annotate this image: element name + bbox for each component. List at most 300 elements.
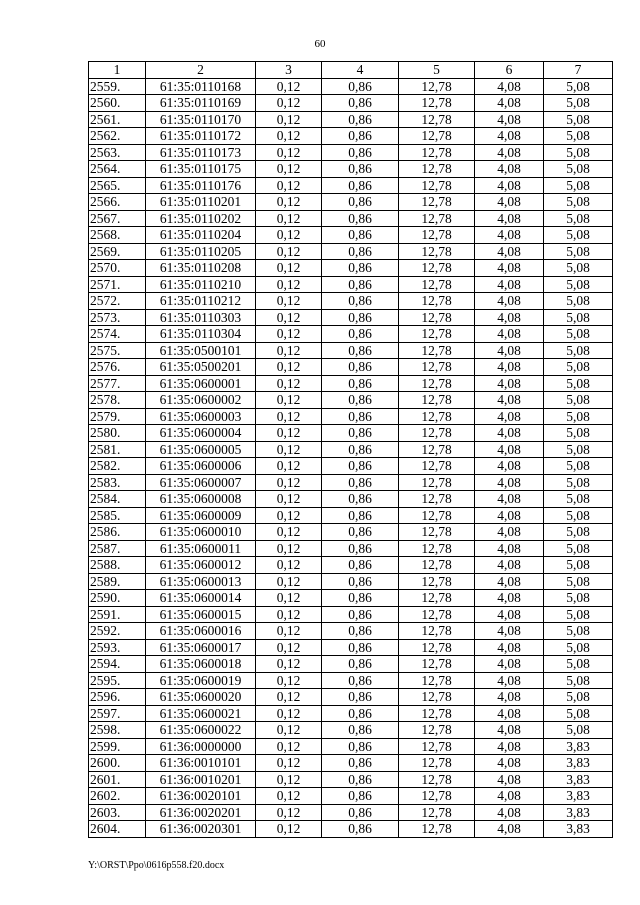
table-cell: 0,12 [256, 144, 322, 161]
table-cell: 12,78 [399, 144, 475, 161]
table-cell: 12,78 [399, 639, 475, 656]
data-table [88, 61, 613, 838]
table-cell: 12,78 [399, 458, 475, 475]
table-cell: 5,08 [544, 623, 613, 640]
table-cell: 0,86 [322, 194, 399, 211]
table-cell: 4,08 [475, 738, 544, 755]
table-cell: 12,78 [399, 441, 475, 458]
table-cell: 5,08 [544, 408, 613, 425]
table-cell: 0,86 [322, 672, 399, 689]
table-row [89, 524, 613, 541]
table-cell: 12,78 [399, 590, 475, 607]
table-cell: 4,08 [475, 705, 544, 722]
table-cell: 2596. [89, 689, 146, 706]
table-cell: 5,08 [544, 590, 613, 607]
table-cell: 0,12 [256, 359, 322, 376]
table-row [89, 590, 613, 607]
table-cell: 61:35:0110168 [146, 78, 256, 95]
page-number: 60 [314, 38, 326, 50]
table-row [89, 623, 613, 640]
table-cell: 5,08 [544, 243, 613, 260]
table-row [89, 722, 613, 739]
table-cell: 0,12 [256, 161, 322, 178]
table-cell: 0,86 [322, 342, 399, 359]
table-cell: 2575. [89, 342, 146, 359]
table-cell: 4,08 [475, 788, 544, 805]
table-cell: 2585. [89, 507, 146, 524]
table-cell: 0,12 [256, 95, 322, 112]
table-cell: 4,08 [475, 95, 544, 112]
table-cell: 2600. [89, 755, 146, 772]
table-row [89, 573, 613, 590]
table-row [89, 111, 613, 128]
table-cell: 0,12 [256, 111, 322, 128]
table-row [89, 491, 613, 508]
table-cell: 0,86 [322, 111, 399, 128]
table-cell: 12,78 [399, 78, 475, 95]
table-cell: 0,12 [256, 821, 322, 838]
table-cell: 5,08 [544, 260, 613, 277]
table-cell: 2584. [89, 491, 146, 508]
table-row [89, 128, 613, 145]
table-cell: 0,12 [256, 656, 322, 673]
table-cell: 61:35:0110170 [146, 111, 256, 128]
table-cell: 0,12 [256, 293, 322, 310]
table-cell: 2589. [89, 573, 146, 590]
table-cell: 12,78 [399, 606, 475, 623]
table-cell: 5,08 [544, 557, 613, 574]
table-cell: 61:35:0110304 [146, 326, 256, 343]
table-cell: 0,12 [256, 425, 322, 442]
table-cell: 61:35:0600004 [146, 425, 256, 442]
table-cell: 0,86 [322, 491, 399, 508]
table-cell: 0,86 [322, 144, 399, 161]
table-cell: 2603. [89, 804, 146, 821]
table-cell: 61:35:0110172 [146, 128, 256, 145]
column-header: 3 [256, 62, 322, 79]
table-cell: 0,86 [322, 243, 399, 260]
table-cell: 5,08 [544, 95, 613, 112]
table-cell: 61:35:0600006 [146, 458, 256, 475]
table-cell: 2565. [89, 177, 146, 194]
table-cell: 0,12 [256, 210, 322, 227]
table-cell: 61:36:0020301 [146, 821, 256, 838]
table-cell: 2594. [89, 656, 146, 673]
table-cell: 12,78 [399, 227, 475, 244]
table-cell: 12,78 [399, 689, 475, 706]
table-cell: 2577. [89, 375, 146, 392]
table-cell: 12,78 [399, 425, 475, 442]
table-cell: 0,12 [256, 639, 322, 656]
table-cell: 4,08 [475, 458, 544, 475]
table-cell: 12,78 [399, 656, 475, 673]
table-cell: 0,12 [256, 309, 322, 326]
table-cell: 4,08 [475, 260, 544, 277]
table-row [89, 639, 613, 656]
table-cell: 5,08 [544, 326, 613, 343]
table-cell: 3,83 [544, 788, 613, 805]
table-cell: 12,78 [399, 375, 475, 392]
table-cell: 2562. [89, 128, 146, 145]
table-cell: 5,08 [544, 177, 613, 194]
table-cell: 3,83 [544, 755, 613, 772]
table-cell: 0,86 [322, 95, 399, 112]
table-cell: 2576. [89, 359, 146, 376]
table-cell: 4,08 [475, 276, 544, 293]
table-cell: 61:35:0600015 [146, 606, 256, 623]
table-cell: 61:35:0600001 [146, 375, 256, 392]
table-cell: 5,08 [544, 194, 613, 211]
table-cell: 0,86 [322, 606, 399, 623]
table-cell: 12,78 [399, 392, 475, 409]
table-cell: 0,86 [322, 128, 399, 145]
table-cell: 0,86 [322, 260, 399, 277]
table-cell: 61:35:0110202 [146, 210, 256, 227]
table-cell: 0,86 [322, 276, 399, 293]
table-cell: 12,78 [399, 326, 475, 343]
table-cell: 0,12 [256, 474, 322, 491]
table-row [89, 557, 613, 574]
table-cell: 2597. [89, 705, 146, 722]
table-row [89, 243, 613, 260]
table-cell: 0,86 [322, 755, 399, 772]
table-cell: 61:35:0600005 [146, 441, 256, 458]
table-cell: 2583. [89, 474, 146, 491]
table-cell: 2599. [89, 738, 146, 755]
table-cell: 3,83 [544, 804, 613, 821]
table-row [89, 309, 613, 326]
table-cell: 4,08 [475, 210, 544, 227]
table-cell: 61:35:0110173 [146, 144, 256, 161]
table-cell: 4,08 [475, 326, 544, 343]
table-cell: 5,08 [544, 144, 613, 161]
table-row [89, 194, 613, 211]
table-cell: 4,08 [475, 755, 544, 772]
table-cell: 12,78 [399, 804, 475, 821]
table-cell: 5,08 [544, 441, 613, 458]
table-cell: 0,12 [256, 408, 322, 425]
table-cell: 61:35:0600003 [146, 408, 256, 425]
table-cell: 0,86 [322, 177, 399, 194]
table-cell: 4,08 [475, 375, 544, 392]
table-cell: 5,08 [544, 656, 613, 673]
table-cell: 0,86 [322, 738, 399, 755]
table-cell: 0,86 [322, 573, 399, 590]
table-cell: 0,86 [322, 375, 399, 392]
table-cell: 61:35:0110210 [146, 276, 256, 293]
table-row [89, 474, 613, 491]
table-row [89, 755, 613, 772]
table-cell: 61:35:0110205 [146, 243, 256, 260]
table-cell: 0,12 [256, 177, 322, 194]
footer-file-path: Y:\ORST\Ppo\0616p558.f20.docx [88, 860, 225, 871]
table-cell: 12,78 [399, 128, 475, 145]
table-cell: 2592. [89, 623, 146, 640]
table-cell: 12,78 [399, 821, 475, 838]
table-cell: 0,12 [256, 78, 322, 95]
table-cell: 4,08 [475, 507, 544, 524]
table-cell: 2572. [89, 293, 146, 310]
table-cell: 5,08 [544, 359, 613, 376]
table-cell: 12,78 [399, 342, 475, 359]
table-cell: 0,12 [256, 705, 322, 722]
table-cell: 2574. [89, 326, 146, 343]
table-cell: 61:35:0600008 [146, 491, 256, 508]
table-cell: 0,12 [256, 375, 322, 392]
table-cell: 0,86 [322, 293, 399, 310]
table-cell: 12,78 [399, 359, 475, 376]
table-cell: 0,86 [322, 524, 399, 541]
table-row [89, 738, 613, 755]
table-cell: 2601. [89, 771, 146, 788]
table-row [89, 276, 613, 293]
table-cell: 0,86 [322, 227, 399, 244]
table-cell: 12,78 [399, 95, 475, 112]
table-cell: 5,08 [544, 78, 613, 95]
table-cell: 4,08 [475, 491, 544, 508]
table-cell: 0,86 [322, 656, 399, 673]
table-row [89, 392, 613, 409]
table-cell: 4,08 [475, 573, 544, 590]
table-cell: 61:35:0600020 [146, 689, 256, 706]
table-cell: 4,08 [475, 342, 544, 359]
table-cell: 5,08 [544, 722, 613, 739]
table-cell: 61:35:0110212 [146, 293, 256, 310]
table-cell: 5,08 [544, 342, 613, 359]
table-cell: 4,08 [475, 557, 544, 574]
table-cell: 4,08 [475, 78, 544, 95]
table-cell: 0,12 [256, 326, 322, 343]
table-cell: 0,12 [256, 491, 322, 508]
table-cell: 0,86 [322, 557, 399, 574]
table-cell: 0,86 [322, 78, 399, 95]
table-cell: 2568. [89, 227, 146, 244]
table-cell: 0,86 [322, 705, 399, 722]
table-cell: 2569. [89, 243, 146, 260]
table-cell: 0,86 [322, 458, 399, 475]
table-cell: 4,08 [475, 177, 544, 194]
table-cell: 61:35:0600017 [146, 639, 256, 656]
table-row [89, 771, 613, 788]
table-cell: 0,12 [256, 689, 322, 706]
table-cell: 5,08 [544, 309, 613, 326]
table-cell: 2588. [89, 557, 146, 574]
table-cell: 0,86 [322, 639, 399, 656]
table-row [89, 788, 613, 805]
table-cell: 0,12 [256, 606, 322, 623]
table-cell: 4,08 [475, 408, 544, 425]
table-cell: 4,08 [475, 590, 544, 607]
table-cell: 12,78 [399, 309, 475, 326]
table-cell: 4,08 [475, 111, 544, 128]
table-cell: 61:35:0600009 [146, 507, 256, 524]
table-cell: 2570. [89, 260, 146, 277]
table-cell: 2563. [89, 144, 146, 161]
table-cell: 0,12 [256, 755, 322, 772]
table-cell: 61:36:0000000 [146, 738, 256, 755]
table-cell: 3,83 [544, 821, 613, 838]
table-cell: 5,08 [544, 705, 613, 722]
table-row [89, 656, 613, 673]
table-cell: 2593. [89, 639, 146, 656]
table-cell: 5,08 [544, 425, 613, 442]
table-header-row [89, 62, 613, 79]
table-row [89, 227, 613, 244]
table-cell: 4,08 [475, 656, 544, 673]
table-cell: 61:35:0500201 [146, 359, 256, 376]
table-cell: 4,08 [475, 161, 544, 178]
table-cell: 61:35:0110169 [146, 95, 256, 112]
table-cell: 4,08 [475, 804, 544, 821]
table-row [89, 804, 613, 821]
table-cell: 0,12 [256, 458, 322, 475]
table-cell: 0,86 [322, 722, 399, 739]
table-cell: 2559. [89, 78, 146, 95]
table-cell: 0,12 [256, 573, 322, 590]
table-cell: 61:36:0010101 [146, 755, 256, 772]
table-row [89, 177, 613, 194]
table-cell: 61:35:0600011 [146, 540, 256, 557]
table-cell: 0,12 [256, 672, 322, 689]
table-cell: 0,12 [256, 260, 322, 277]
table-cell: 0,12 [256, 722, 322, 739]
table-cell: 4,08 [475, 722, 544, 739]
table-cell: 5,08 [544, 491, 613, 508]
table-cell: 5,08 [544, 672, 613, 689]
table-row [89, 161, 613, 178]
table-cell: 2566. [89, 194, 146, 211]
table-cell: 2581. [89, 441, 146, 458]
table-cell: 2571. [89, 276, 146, 293]
table-cell: 5,08 [544, 474, 613, 491]
table-cell: 2578. [89, 392, 146, 409]
table-cell: 2604. [89, 821, 146, 838]
table-cell: 4,08 [475, 144, 544, 161]
table-cell: 61:35:0600002 [146, 392, 256, 409]
table-cell: 61:35:0600013 [146, 573, 256, 590]
table-cell: 5,08 [544, 689, 613, 706]
table-cell: 2590. [89, 590, 146, 607]
table-cell: 0,12 [256, 623, 322, 640]
table-row [89, 507, 613, 524]
table-cell: 0,12 [256, 227, 322, 244]
table-cell: 2567. [89, 210, 146, 227]
column-header: 5 [399, 62, 475, 79]
table-cell: 0,12 [256, 524, 322, 541]
table-cell: 4,08 [475, 474, 544, 491]
table-cell: 0,86 [322, 474, 399, 491]
table-cell: 5,08 [544, 458, 613, 475]
table-cell: 0,86 [322, 804, 399, 821]
table-cell: 5,08 [544, 128, 613, 145]
table-cell: 2580. [89, 425, 146, 442]
table-row [89, 606, 613, 623]
table-cell: 12,78 [399, 540, 475, 557]
column-header: 4 [322, 62, 399, 79]
table-cell: 5,08 [544, 161, 613, 178]
table-cell: 0,86 [322, 689, 399, 706]
table-row [89, 210, 613, 227]
table-cell: 0,12 [256, 771, 322, 788]
table-cell: 4,08 [475, 425, 544, 442]
table-cell: 5,08 [544, 392, 613, 409]
table-row [89, 540, 613, 557]
table-cell: 0,12 [256, 788, 322, 805]
table-cell: 4,08 [475, 128, 544, 145]
table-cell: 4,08 [475, 689, 544, 706]
table-cell: 2587. [89, 540, 146, 557]
table-cell: 0,86 [322, 425, 399, 442]
table-cell: 0,86 [322, 590, 399, 607]
table-cell: 0,12 [256, 540, 322, 557]
table-cell: 0,86 [322, 540, 399, 557]
table-cell: 12,78 [399, 623, 475, 640]
table-cell: 61:36:0010201 [146, 771, 256, 788]
table-cell: 4,08 [475, 606, 544, 623]
table-row [89, 260, 613, 277]
table-body [89, 78, 613, 837]
table-cell: 12,78 [399, 408, 475, 425]
table-row [89, 458, 613, 475]
table-cell: 5,08 [544, 375, 613, 392]
table-row [89, 821, 613, 838]
table-cell: 61:35:0600007 [146, 474, 256, 491]
table-cell: 12,78 [399, 161, 475, 178]
table-cell: 5,08 [544, 293, 613, 310]
table-cell: 2586. [89, 524, 146, 541]
table-cell: 0,12 [256, 243, 322, 260]
table-cell: 4,08 [475, 243, 544, 260]
table-cell: 2573. [89, 309, 146, 326]
column-header: 7 [544, 62, 613, 79]
table-cell: 0,86 [322, 392, 399, 409]
table-cell: 61:35:0600016 [146, 623, 256, 640]
table-cell: 4,08 [475, 227, 544, 244]
table-cell: 4,08 [475, 441, 544, 458]
table-row [89, 441, 613, 458]
table-cell: 12,78 [399, 260, 475, 277]
table-row [89, 425, 613, 442]
table-cell: 61:35:0600012 [146, 557, 256, 574]
table-row [89, 689, 613, 706]
table-cell: 0,12 [256, 342, 322, 359]
table-cell: 61:35:0600018 [146, 656, 256, 673]
table-cell: 5,08 [544, 111, 613, 128]
table-cell: 2560. [89, 95, 146, 112]
table-cell: 0,86 [322, 359, 399, 376]
table-cell: 61:35:0110201 [146, 194, 256, 211]
table-cell: 0,86 [322, 408, 399, 425]
table-cell: 12,78 [399, 243, 475, 260]
table-cell: 4,08 [475, 524, 544, 541]
table-cell: 3,83 [544, 771, 613, 788]
table-cell: 0,86 [322, 623, 399, 640]
table-cell: 12,78 [399, 474, 475, 491]
table-row [89, 293, 613, 310]
table-cell: 61:36:0020201 [146, 804, 256, 821]
table-cell: 5,08 [544, 227, 613, 244]
table-row [89, 144, 613, 161]
table-cell: 2598. [89, 722, 146, 739]
column-header: 1 [89, 62, 146, 79]
table-cell: 0,12 [256, 128, 322, 145]
table-row [89, 95, 613, 112]
table-cell: 61:35:0110175 [146, 161, 256, 178]
table-cell: 12,78 [399, 738, 475, 755]
table-cell: 4,08 [475, 821, 544, 838]
table-cell: 0,86 [322, 821, 399, 838]
table-cell: 61:36:0020101 [146, 788, 256, 805]
